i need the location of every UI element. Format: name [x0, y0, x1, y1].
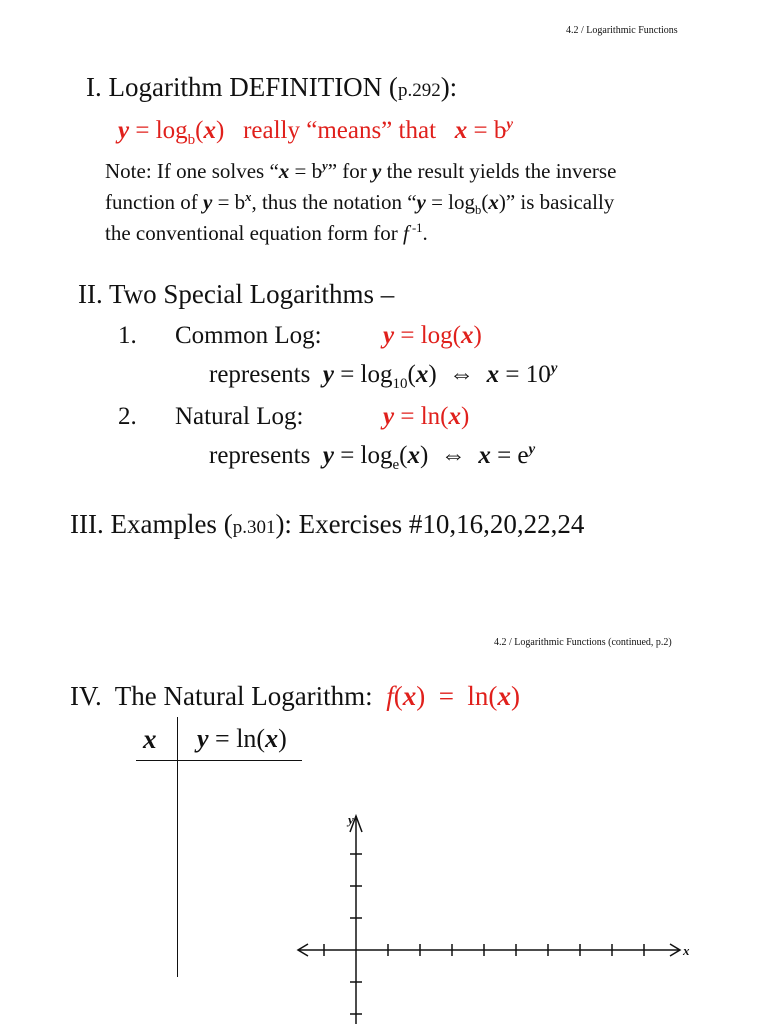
table-column-divider: [177, 717, 178, 977]
natural-log-represents: represents $y = \log_e(x)$ ⇔ $x = e^y$: [209, 441, 536, 473]
section-4-title: IV. The Natural Logarithm: f(x) = ln(x): [70, 681, 520, 711]
natural-log-label: Natural Log:: [175, 403, 304, 430]
section-3-title: III. Examples (p.301): Exercises #10,16,20,22,24: [70, 509, 585, 539]
definition-equation: $y = \log_b(x)$ really “means” that $x = b^y$: [118, 116, 514, 148]
coordinate-axes: [290, 810, 710, 1024]
common-log-item: 1.: [118, 322, 137, 349]
section-2-title: II. Two Special Logarithms –: [78, 279, 395, 309]
common-log-equation: y = log(x): [383, 322, 482, 349]
x-axis-label: x: [683, 943, 690, 958]
note-line-1: Note: If one solves “$x = b^y$” for y the result yields the inverse: [105, 159, 617, 183]
page-header: 4.2 / Logarithmic Functions: [566, 25, 678, 36]
common-log-label: Common Log:: [175, 322, 322, 349]
common-log-represents: represents $y = \log_{10}(x)$ ⇔ $x = 10^y$: [209, 360, 558, 392]
table-header-y: y = ln(x): [197, 724, 287, 753]
definition-note: [105, 156, 616, 249]
note-line-3: the conventional equation form for f $^{-1}$.: [105, 221, 428, 245]
table-header-x: x: [143, 724, 157, 754]
section-1-title: I. Logarithm DEFINITION (p.292):: [86, 72, 458, 102]
y-axis-label: y: [348, 812, 354, 827]
natural-log-item: 2.: [118, 403, 137, 430]
table-header-divider: [136, 760, 302, 761]
page-2-header: 4.2 / Logarithmic Functions (continued, p.2): [494, 637, 672, 648]
natural-log-equation: y = ln(x): [383, 403, 470, 430]
note-line-2: function of $y = b^x$, thus the notation “$y = \log_b(x)$” is basically: [105, 190, 615, 218]
